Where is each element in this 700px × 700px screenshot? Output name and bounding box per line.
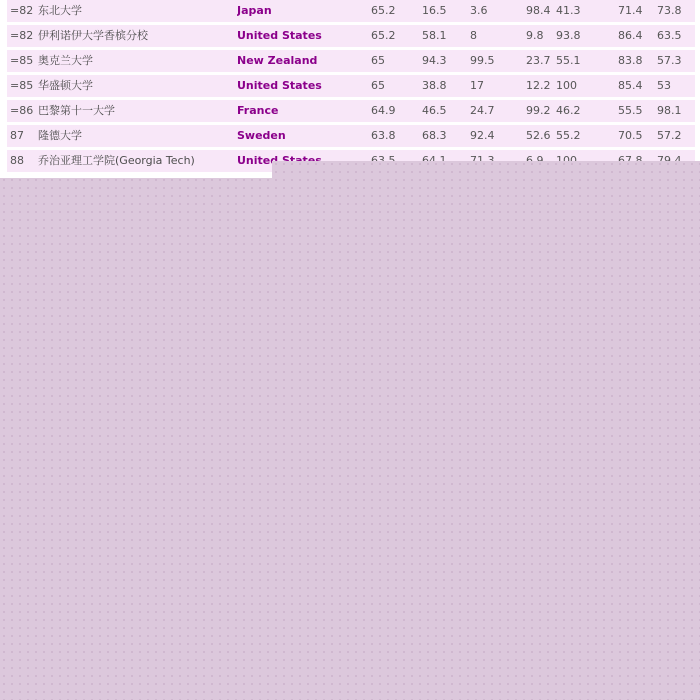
rank-cell: 88	[10, 154, 24, 167]
university-name-cell: 华盛顿大学	[38, 79, 93, 92]
score-cell: 94.3	[422, 54, 447, 67]
score-cell: 71.3	[470, 154, 495, 167]
university-name-cell: 巴黎第十一大学	[38, 104, 115, 117]
university-name-cell: 东北大学	[38, 4, 82, 17]
score-cell: 8	[470, 29, 477, 42]
score-cell: 55.2	[556, 129, 581, 142]
score-cell: 100	[556, 79, 577, 92]
score-cell: 38.8	[422, 79, 447, 92]
score-cell: 52.6	[526, 129, 551, 142]
score-cell: 98.4	[526, 4, 551, 17]
rank-cell: =85	[10, 54, 34, 67]
score-cell: 93.8	[556, 29, 581, 42]
rank-cell: =82	[10, 4, 34, 17]
score-cell: 71.4	[618, 4, 643, 17]
score-cell: 86.4	[618, 29, 643, 42]
country-cell: Sweden	[237, 129, 286, 142]
score-cell: 53	[657, 79, 671, 92]
score-cell: 24.7	[470, 104, 495, 117]
score-cell: 55.5	[618, 104, 643, 117]
score-cell: 63.5	[657, 29, 682, 42]
score-cell: 63.5	[371, 154, 396, 167]
country-cell: United States	[237, 154, 322, 167]
score-cell: 68.3	[422, 129, 447, 142]
score-cell: 98.1	[657, 104, 682, 117]
score-cell: 17	[470, 79, 484, 92]
university-name-cell: 隆德大学	[38, 129, 82, 142]
score-cell: 16.5	[422, 4, 447, 17]
score-cell: 46.5	[422, 104, 447, 117]
score-cell: 99.5	[470, 54, 495, 67]
university-name-cell: 乔治亚理工学院(Georgia Tech)	[38, 154, 195, 167]
score-cell: 100	[556, 154, 577, 167]
score-cell: 67.8	[618, 154, 643, 167]
country-cell: United States	[237, 29, 322, 42]
score-cell: 63.8	[371, 129, 396, 142]
score-cell: 73.8	[657, 4, 682, 17]
table-row	[7, 0, 695, 22]
score-cell: 57.2	[657, 129, 682, 142]
score-cell: 46.2	[556, 104, 581, 117]
rank-cell: 87	[10, 129, 24, 142]
score-cell: 23.7	[526, 54, 551, 67]
score-cell: 99.2	[526, 104, 551, 117]
score-cell: 65	[371, 79, 385, 92]
score-cell: 65	[371, 54, 385, 67]
table-row	[7, 25, 695, 47]
score-cell: 57.3	[657, 54, 682, 67]
score-cell: 65.2	[371, 29, 396, 42]
score-cell: 3.6	[470, 4, 488, 17]
country-cell: Japan	[237, 4, 272, 17]
score-cell: 64.9	[371, 104, 396, 117]
score-cell: 65.2	[371, 4, 396, 17]
table-row	[7, 100, 695, 122]
score-cell: 83.8	[618, 54, 643, 67]
country-cell: France	[237, 104, 279, 117]
score-cell: 55.1	[556, 54, 581, 67]
university-name-cell: 伊利诺伊大学香槟分校	[38, 29, 148, 42]
table-row	[7, 75, 695, 97]
rank-cell: =82	[10, 29, 34, 42]
score-cell: 70.5	[618, 129, 643, 142]
country-cell: New Zealand	[237, 54, 318, 67]
score-cell: 58.1	[422, 29, 447, 42]
score-cell: 6.9	[526, 154, 544, 167]
rank-cell: =85	[10, 79, 34, 92]
score-cell: 41.3	[556, 4, 581, 17]
table-row	[7, 125, 695, 147]
score-cell: 85.4	[618, 79, 643, 92]
score-cell: 92.4	[470, 129, 495, 142]
university-name-cell: 奥克兰大学	[38, 54, 93, 67]
score-cell: 64.1	[422, 154, 447, 167]
table-row	[7, 50, 695, 72]
score-cell: 79.4	[657, 154, 682, 167]
rank-cell: =86	[10, 104, 34, 117]
country-cell: United States	[237, 79, 322, 92]
rankings-table	[0, 0, 700, 175]
score-cell: 12.2	[526, 79, 551, 92]
score-cell: 9.8	[526, 29, 544, 42]
